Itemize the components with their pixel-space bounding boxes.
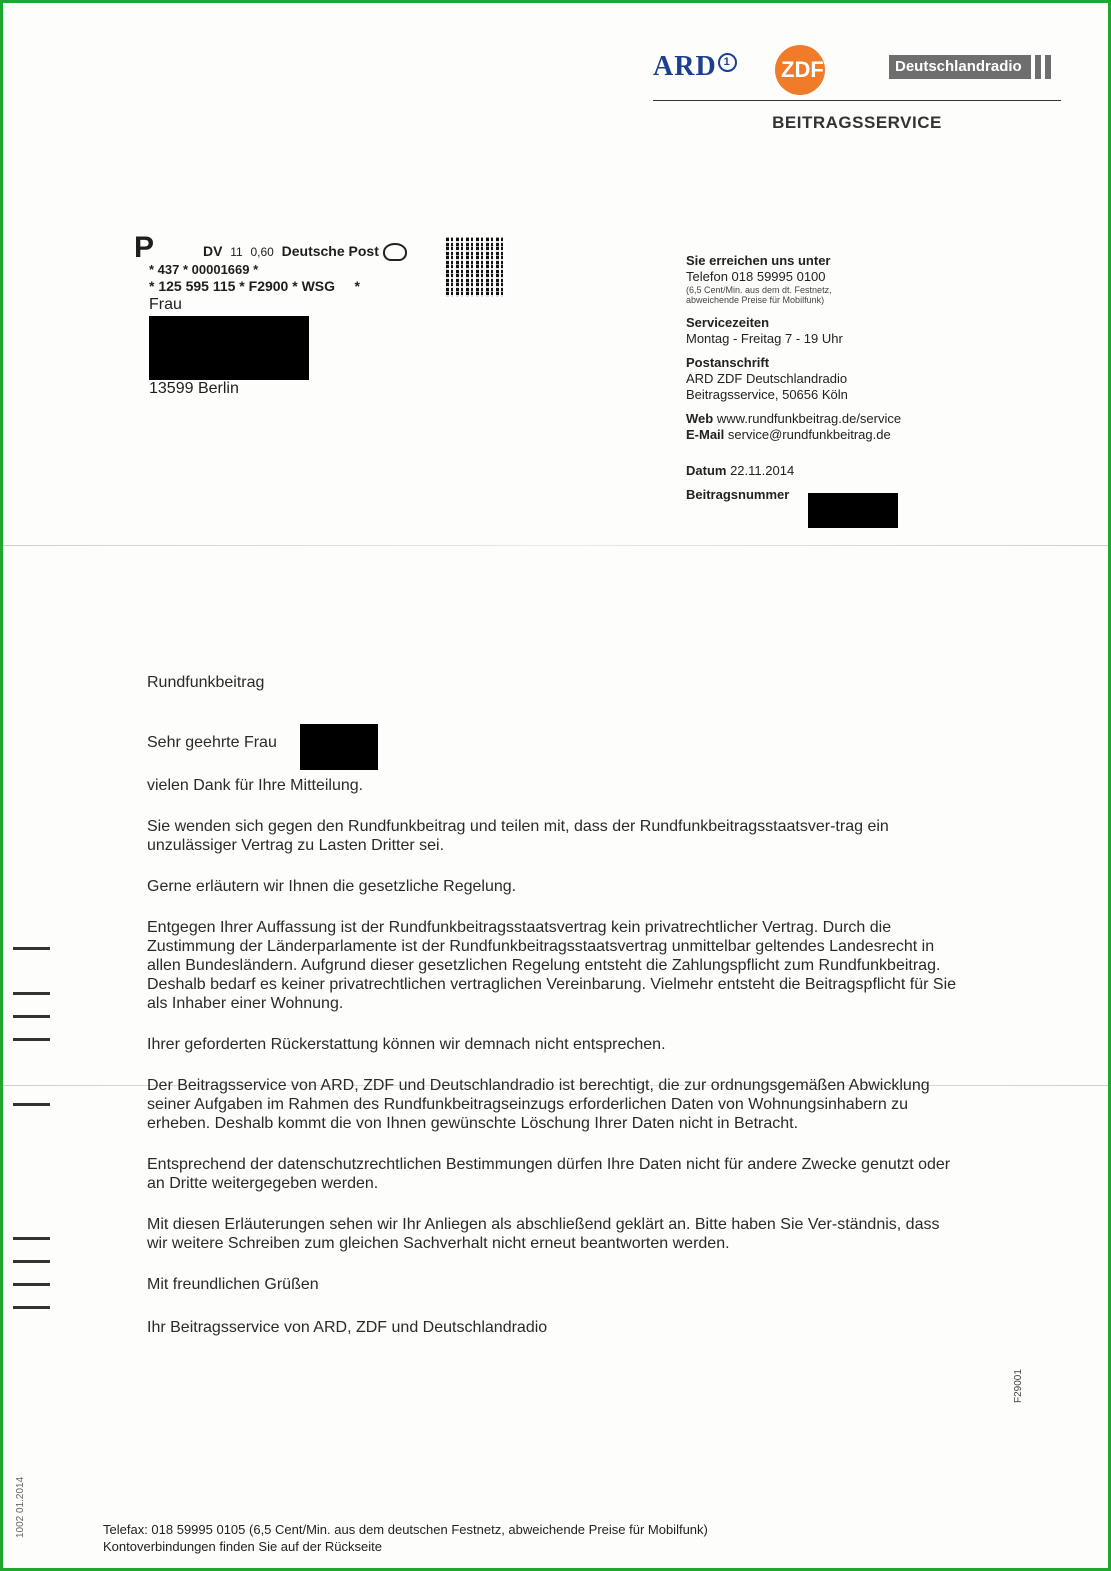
contact-phone-note-1: (6,5 Cent/Min. aus dem dt. Festnetz, [686,285,832,295]
form-code: 1002 01.2014 [15,1476,26,1538]
redacted-contribution-number [808,493,898,528]
deutschlandradio-logo: Deutschlandradio [889,55,1028,79]
paragraph-5: Ihrer geforderten Rückerstattung können wir demnach nicht entsprechen. [147,1036,666,1053]
hours-heading: Servicezeiten [686,315,770,330]
footer-accounts: Kontoverbindungen finden Sie auf der Rückseite [103,1539,382,1554]
paragraph-1: vielen Dank für Ihre Mitteilung. [147,777,364,794]
ard-one-icon: 1 [718,53,737,72]
postal-line-2: Beitragsservice, 50656 Köln [686,387,848,402]
post-horn-icon [383,243,407,261]
franking-code-2: * 125 595 115 * F2900 * WSG * [149,278,360,294]
paragraph-3: Gerne erläutern wir Ihnen die gesetzliche Regelung. [147,878,517,895]
letter-greeting: Sehr geehrte Frau [147,734,277,751]
deutschlandradio-bars-icon [1025,55,1055,79]
header-rule [653,100,1061,101]
side-code: F29001 [1013,1369,1024,1403]
contact-block [686,253,901,503]
letter-closing: Mit freundlichen Grüßen [147,1276,319,1293]
service-title: BEITRAGSSERVICE [772,113,942,132]
barcode-mark [13,1237,50,1309]
hours-value: Montag - Freitag 7 - 19 Uhr [686,331,843,346]
letter-signature: Ihr Beitragsservice von ARD, ZDF und Deutschlandradio [147,1319,548,1336]
letter-body [147,673,962,1355]
header-logos [653,43,1061,91]
recipient-city: 13599 Berlin [149,380,239,397]
franking-p: P [134,231,155,264]
letter-subject: Rundfunkbeitrag [147,674,265,691]
postal-line-1: ARD ZDF Deutschlandradio [686,371,848,386]
barcode-mark [13,992,50,1041]
redacted-name [149,316,309,380]
web-line: Web www.rundfunkbeitrag.de/service [686,411,902,426]
date-line: Datum 22.11.2014 [686,463,795,478]
ard-logo: ARD 1 [653,51,737,83]
paragraph-7: Entsprechend der datenschutzrechtlichen Bestimmungen dürfen Ihre Daten nicht für andere Zwecke genutzt oder an Dritte weitergegeben werden. [147,1156,951,1192]
page-footer [103,1521,708,1555]
datamatrix-code [446,237,506,297]
paragraph-8: Mit diesen Erläuterungen sehen wir Ihr Anliegen als abschließend geklärt an. Bitte haben Sie Ver-ständnis, dass wir weitere Schreiben zum gleichen Sachverhalt nicht erneut beantworten werden. [147,1216,940,1252]
footer-fax: Telefax: 018 59995 0105 (6,5 Cent/Min. aus dem deutschen Festnetz, abweichende Preise für Mobilfunk) [103,1522,708,1537]
contact-phone-note-2: abweichende Preise für Mobilfunk) [686,295,825,305]
contact-phone: Telefon 018 59995 0100 [686,269,826,284]
recipient-salutation: Frau [149,296,182,313]
paragraph-6: Der Beitragsservice von ARD, ZDF und Deutschlandradio ist berechtigt, die zur ordnungsgemäßen Abwicklung seiner Aufgaben im Rahmen des Rundfunkbeitragseinzugs erforderlichen Daten von Wohnungsinhabern zu erheben. Deshalb kommt die von Ihnen gewünschte Löschung Ihrer Daten nicht in Betracht. [147,1077,930,1132]
contribution-number-label: Beitragsnummer [686,487,790,502]
paragraph-2: Sie wenden sich gegen den Rundfunkbeitrag und teilen mit, dass der Rundfunkbeitragsstaatsver-trag ein unzulässiger Vertrag zu Lasten Dritter sei. [147,818,889,854]
barcode-mark [13,1103,50,1106]
franking-line: DV 11 0,60 Deutsche Post [203,243,407,261]
zdf-logo: ZDF [781,57,824,82]
redacted-greeting-name [300,724,378,770]
barcode-mark [13,947,50,950]
fold-line [3,545,1108,546]
franking-code-1: * 437 * 00001669 * [149,262,259,277]
paragraph-4: Entgegen Ihrer Auffassung ist der Rundfunkbeitragsstaatsvertrag kein privatrechtlicher Vertrag. Durch die Zustimmung der Länderparlamente ist der Rundfunkbeitragsstaatsvertrag unmittelbar geltendes Landesrecht in allen Bundesländern. Aufgrund dieser gesetzlichen Regelung entsteht die Zahlungspflicht zum Rundfunkbeitrag. Deshalb bedarf es keiner privatrechtlichen vertraglichen Vereinbarung. Vielmehr entsteht die Beitragspflicht für Sie als Inhaber einer Wohnung. [147,919,957,1012]
email-line: E-Mail service@rundfunkbeitrag.de [686,427,891,442]
contact-heading: Sie erreichen uns unter [686,253,831,268]
postal-heading: Postanschrift [686,355,770,370]
